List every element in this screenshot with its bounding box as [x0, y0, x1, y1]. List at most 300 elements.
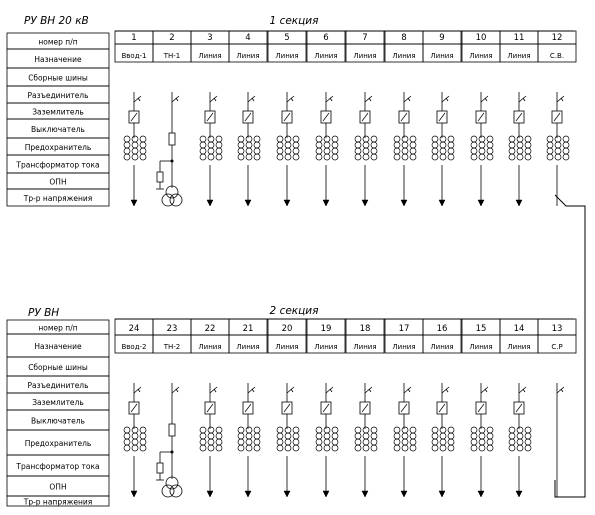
disconnector-icon [519, 387, 526, 393]
current-transformer-icon [517, 154, 523, 160]
current-transformer-icon [254, 427, 260, 433]
current-transformer-icon [432, 439, 438, 445]
fuse-icon [169, 133, 175, 145]
current-transformer-icon [332, 439, 338, 445]
current-transformer-icon [355, 148, 361, 154]
current-transformer-icon [509, 439, 515, 445]
section-2 [7, 305, 576, 507]
breaker-mark [439, 404, 445, 412]
current-transformer-icon [410, 445, 416, 451]
feeder-purpose: Линия [507, 343, 531, 351]
disconnector-mark [369, 389, 371, 392]
current-transformer-icon [487, 433, 493, 439]
row-label: номер п/п [38, 323, 78, 333]
disconnector-mark [485, 98, 487, 101]
current-transformer-icon [285, 427, 291, 433]
feeder-number: 18 [359, 324, 371, 334]
feeder-column [238, 383, 260, 497]
feeder-column [509, 92, 531, 206]
current-transformer-icon [440, 148, 446, 154]
current-transformer-icon [316, 433, 322, 439]
breaker-mark [516, 113, 522, 121]
current-transformer-icon [316, 439, 322, 445]
current-transformer-icon [332, 433, 338, 439]
current-transformer-icon [440, 154, 446, 160]
feeder-number: 4 [245, 33, 251, 43]
section-2-row-labels [7, 320, 109, 507]
outgoing-arrow-icon [131, 491, 137, 497]
feeder-number: 5 [284, 33, 290, 43]
current-transformer-icon [471, 154, 477, 160]
breaker-mark [207, 404, 213, 412]
current-transformer-icon [277, 433, 283, 439]
current-transformer-icon [316, 136, 322, 142]
feeder-column [156, 92, 182, 206]
feeder-purpose: Линия [314, 343, 338, 351]
current-transformer-icon [363, 433, 369, 439]
current-transformer-icon [487, 445, 493, 451]
disconnector-mark [408, 389, 410, 392]
outgoing-arrow-icon [439, 491, 445, 497]
current-transformer-icon [471, 439, 477, 445]
row-label: Выключатель [31, 125, 85, 134]
breaker-mark [245, 404, 251, 412]
row-label: ОПН [49, 482, 67, 492]
current-transformer-icon [277, 136, 283, 142]
feeder-column [355, 92, 377, 206]
current-transformer-icon [363, 154, 369, 160]
current-transformer-icon [332, 427, 338, 433]
outgoing-arrow-icon [207, 491, 213, 497]
current-transformer-icon [555, 148, 561, 154]
current-transformer-icon [487, 154, 493, 160]
disconnector-mark [291, 389, 293, 392]
outgoing-arrow-icon [439, 200, 445, 206]
feeder-purpose: Линия [507, 52, 531, 60]
current-transformer-icon [471, 148, 477, 154]
current-transformer-icon [293, 427, 299, 433]
disconnector-mark [138, 389, 140, 392]
disconnector-mark [446, 389, 448, 392]
current-transformer-icon [363, 439, 369, 445]
current-transformer-icon [246, 154, 252, 160]
current-transformer-icon [509, 148, 515, 154]
current-transformer-icon [293, 154, 299, 160]
current-transformer-icon [410, 433, 416, 439]
row-label: Назначение [34, 55, 82, 64]
current-transformer-icon [363, 148, 369, 154]
current-transformer-icon [355, 142, 361, 148]
breaker-mark [554, 113, 560, 121]
current-transformer-icon [547, 136, 553, 142]
current-transformer-icon [448, 433, 454, 439]
current-transformer-icon [332, 142, 338, 148]
feeder-number: 16 [436, 324, 448, 334]
current-transformer-icon [124, 427, 130, 433]
current-transformer-icon [402, 154, 408, 160]
current-transformer-icon [254, 136, 260, 142]
current-transformer-icon [509, 433, 515, 439]
current-transformer-icon [487, 439, 493, 445]
outgoing-arrow-icon [207, 200, 213, 206]
section-2-feeders [124, 383, 564, 497]
feeder-number: 2 [169, 33, 175, 43]
disconnector-icon [172, 387, 179, 393]
disconnector-icon [134, 387, 141, 393]
current-transformer-icon [394, 148, 400, 154]
disconnector-mark [138, 98, 140, 101]
disconnector-mark [561, 389, 563, 392]
current-transformer-icon [509, 427, 515, 433]
current-transformer-icon [140, 439, 146, 445]
surge-arrester-icon [157, 172, 163, 182]
row-label: Сборные шины [28, 363, 88, 372]
breaker-mark [362, 404, 368, 412]
feeder-number: 8 [401, 33, 407, 43]
feeder-number: 13 [551, 324, 563, 334]
current-transformer-icon [402, 445, 408, 451]
current-transformer-icon [432, 136, 438, 142]
current-transformer-icon [208, 439, 214, 445]
row-label: Назначение [34, 342, 82, 351]
disconnector-mark [176, 389, 178, 392]
current-transformer-icon [200, 148, 206, 154]
current-transformer-icon [555, 136, 561, 142]
section-1-header-grid [115, 31, 576, 62]
current-transformer-icon [208, 148, 214, 154]
section-2-title: РУ ВН [28, 307, 60, 319]
current-transformer-icon [254, 142, 260, 148]
section-1-row-labels [7, 33, 109, 206]
current-transformer-icon [517, 136, 523, 142]
current-transformer-icon [324, 136, 330, 142]
current-transformer-icon [363, 427, 369, 433]
breaker-mark [439, 113, 445, 121]
feeder-purpose: Линия [314, 52, 338, 60]
disconnector-icon [287, 96, 294, 102]
current-transformer-icon [517, 148, 523, 154]
breaker-mark [284, 113, 290, 121]
current-transformer-icon [200, 433, 206, 439]
current-transformer-icon [525, 445, 531, 451]
breaker-mark [207, 113, 213, 121]
feeder-number: 23 [166, 324, 178, 334]
current-transformer-icon [332, 154, 338, 160]
feeder-purpose: Линия [469, 343, 493, 351]
row-label: Предохранитель [24, 143, 92, 152]
current-transformer-icon [517, 427, 523, 433]
feeder-column [394, 92, 416, 206]
current-transformer-icon [487, 136, 493, 142]
disconnector-icon [134, 96, 141, 102]
disconnector-icon [326, 96, 333, 102]
disconnector-icon [557, 387, 564, 393]
current-transformer-icon [124, 445, 130, 451]
feeder-purpose: С.Р [551, 343, 563, 351]
current-transformer-icon [208, 433, 214, 439]
current-transformer-icon [316, 142, 322, 148]
feeder-number: 22 [204, 324, 216, 334]
current-transformer-icon [394, 427, 400, 433]
feeder-purpose: Линия [198, 343, 222, 351]
current-transformer-icon [402, 148, 408, 154]
current-transformer-icon [140, 445, 146, 451]
current-transformer-icon [509, 142, 515, 148]
feeder-purpose: Линия [430, 52, 454, 60]
feeder-number: 21 [242, 324, 254, 334]
current-transformer-icon [246, 142, 252, 148]
current-transformer-icon [238, 148, 244, 154]
feeder-column [200, 383, 222, 497]
current-transformer-icon [316, 427, 322, 433]
feeder-number: 1 [131, 33, 137, 43]
current-transformer-icon [285, 439, 291, 445]
current-transformer-icon [563, 154, 569, 160]
current-transformer-icon [254, 154, 260, 160]
outgoing-arrow-icon [284, 491, 290, 497]
current-transformer-icon [487, 427, 493, 433]
current-transformer-icon [238, 136, 244, 142]
current-transformer-icon [238, 154, 244, 160]
current-transformer-icon [140, 148, 146, 154]
feeder-column [316, 92, 338, 206]
feeder-number: 19 [320, 324, 332, 334]
current-transformer-icon [471, 433, 477, 439]
outgoing-arrow-icon [401, 200, 407, 206]
current-transformer-icon [471, 427, 477, 433]
current-transformer-icon [140, 154, 146, 160]
current-transformer-icon [132, 439, 138, 445]
current-transformer-icon [479, 148, 485, 154]
current-transformer-icon [208, 142, 214, 148]
feeder-purpose: Линия [353, 343, 377, 351]
outgoing-arrow-icon [478, 491, 484, 497]
current-transformer-icon [324, 154, 330, 160]
current-transformer-icon [479, 445, 485, 451]
current-transformer-icon [479, 136, 485, 142]
current-transformer-icon [479, 439, 485, 445]
feeder-number: 3 [207, 33, 213, 43]
current-transformer-icon [371, 154, 377, 160]
current-transformer-icon [394, 439, 400, 445]
current-transformer-icon [479, 142, 485, 148]
current-transformer-icon [410, 439, 416, 445]
current-transformer-icon [547, 154, 553, 160]
breaker-mark [131, 404, 137, 412]
row-label: номер п/п [38, 37, 78, 47]
feeder-column [124, 383, 146, 497]
current-transformer-icon [440, 433, 446, 439]
disconnector-icon [442, 96, 449, 102]
current-transformer-icon [432, 433, 438, 439]
current-transformer-icon [246, 433, 252, 439]
surge-arrester-icon [157, 463, 163, 473]
feeder-column [471, 383, 493, 497]
current-transformer-icon [363, 142, 369, 148]
feeder-number: 10 [475, 33, 487, 43]
current-transformer-icon [448, 154, 454, 160]
current-transformer-icon [440, 142, 446, 148]
current-transformer-icon [471, 142, 477, 148]
disconnector-icon [210, 96, 217, 102]
disconnector-icon [172, 96, 179, 102]
current-transformer-icon [563, 136, 569, 142]
current-transformer-icon [440, 136, 446, 142]
breaker-mark [401, 404, 407, 412]
current-transformer-icon [525, 439, 531, 445]
disconnector-icon [442, 387, 449, 393]
current-transformer-icon [509, 136, 515, 142]
current-transformer-icon [410, 148, 416, 154]
current-transformer-icon [254, 439, 260, 445]
feeder-column [394, 383, 416, 497]
row-label: Выключатель [31, 416, 85, 426]
feeder-purpose: Линия [198, 52, 222, 60]
current-transformer-icon [316, 148, 322, 154]
current-transformer-icon [355, 154, 361, 160]
current-transformer-icon [293, 439, 299, 445]
current-transformer-icon [285, 148, 291, 154]
current-transformer-icon [479, 154, 485, 160]
current-transformer-icon [332, 148, 338, 154]
fuse-icon [169, 424, 175, 436]
current-transformer-icon [440, 427, 446, 433]
feeder-column [432, 92, 454, 206]
disconnector-mark [446, 98, 448, 101]
current-transformer-icon [355, 439, 361, 445]
current-transformer-icon [448, 142, 454, 148]
current-transformer-icon [563, 148, 569, 154]
current-transformer-icon [402, 427, 408, 433]
row-label: Тр-р напряжения [23, 194, 93, 203]
current-transformer-icon [324, 427, 330, 433]
feeder-number: 6 [323, 33, 329, 43]
current-transformer-icon [448, 136, 454, 142]
current-transformer-icon [124, 433, 130, 439]
current-transformer-icon [293, 136, 299, 142]
disconnector-mark [523, 98, 525, 101]
current-transformer-icon [355, 445, 361, 451]
current-transformer-icon [448, 445, 454, 451]
current-transformer-icon [132, 148, 138, 154]
disconnector-mark [330, 389, 332, 392]
current-transformer-icon [525, 142, 531, 148]
disconnector-mark [252, 98, 254, 101]
current-transformer-icon [402, 439, 408, 445]
disconnector-mark [176, 98, 178, 101]
current-transformer-icon [246, 445, 252, 451]
current-transformer-icon [140, 433, 146, 439]
feeder-number: 12 [551, 33, 563, 43]
row-label: Трансформатор тока [16, 160, 100, 170]
feeder-column [471, 92, 493, 206]
current-transformer-icon [487, 142, 493, 148]
current-transformer-icon [402, 136, 408, 142]
disconnector-mark [214, 98, 216, 101]
feeder-column [124, 92, 146, 206]
current-transformer-icon [355, 433, 361, 439]
outgoing-arrow-icon [362, 200, 368, 206]
feeder-number: 11 [513, 33, 525, 43]
current-transformer-icon [277, 154, 283, 160]
outgoing-arrow-icon [131, 200, 137, 206]
current-transformer-icon [238, 439, 244, 445]
current-transformer-icon [432, 142, 438, 148]
outgoing-arrow-icon [323, 200, 329, 206]
current-transformer-icon [555, 142, 561, 148]
section-1-title: РУ ВН 20 кВ [24, 15, 89, 27]
section-1-caption: 1 секция [269, 15, 319, 27]
current-transformer-icon [132, 445, 138, 451]
current-transformer-icon [410, 142, 416, 148]
current-transformer-icon [216, 445, 222, 451]
current-transformer-icon [216, 154, 222, 160]
current-transformer-icon [324, 445, 330, 451]
current-transformer-icon [525, 427, 531, 433]
current-transformer-icon [448, 427, 454, 433]
current-transformer-icon [216, 427, 222, 433]
row-label: Заземлитель [32, 107, 84, 117]
disconnector-icon [287, 387, 294, 393]
current-transformer-icon [132, 427, 138, 433]
current-transformer-icon [285, 136, 291, 142]
section-2-caption: 2 секция [269, 305, 319, 317]
current-transformer-icon [208, 136, 214, 142]
current-transformer-icon [547, 142, 553, 148]
current-transformer-icon [140, 142, 146, 148]
current-transformer-icon [316, 154, 322, 160]
section-1-feeders [124, 92, 569, 206]
breaker-mark [245, 113, 251, 121]
current-transformer-icon [208, 154, 214, 160]
current-transformer-icon [246, 136, 252, 142]
current-transformer-icon [517, 142, 523, 148]
current-transformer-icon [555, 154, 561, 160]
row-label: Разъединитель [27, 91, 89, 100]
current-transformer-icon [246, 439, 252, 445]
current-transformer-icon [200, 427, 206, 433]
current-transformer-icon [200, 439, 206, 445]
current-transformer-icon [208, 427, 214, 433]
current-transformer-icon [277, 148, 283, 154]
current-transformer-icon [517, 433, 523, 439]
feeder-purpose: Линия [392, 343, 416, 351]
feeder-purpose: Линия [275, 343, 299, 351]
current-transformer-icon [200, 154, 206, 160]
current-transformer-icon [371, 136, 377, 142]
outgoing-arrow-icon [516, 200, 522, 206]
current-transformer-icon [410, 427, 416, 433]
feeder-column [238, 92, 260, 206]
current-transformer-icon [285, 142, 291, 148]
current-transformer-icon [332, 136, 338, 142]
current-transformer-icon [246, 148, 252, 154]
outgoing-arrow-icon [323, 491, 329, 497]
feeder-number: 24 [128, 324, 140, 334]
current-transformer-icon [525, 433, 531, 439]
current-transformer-icon [324, 439, 330, 445]
feeder-number: 17 [398, 324, 410, 334]
current-transformer-icon [432, 445, 438, 451]
current-transformer-icon [132, 142, 138, 148]
feeder-purpose: Линия [353, 52, 377, 60]
feeder-column [316, 383, 338, 497]
current-transformer-icon [410, 154, 416, 160]
current-transformer-icon [432, 427, 438, 433]
current-transformer-icon [238, 142, 244, 148]
current-transformer-icon [471, 445, 477, 451]
feeder-purpose: Линия [236, 343, 260, 351]
